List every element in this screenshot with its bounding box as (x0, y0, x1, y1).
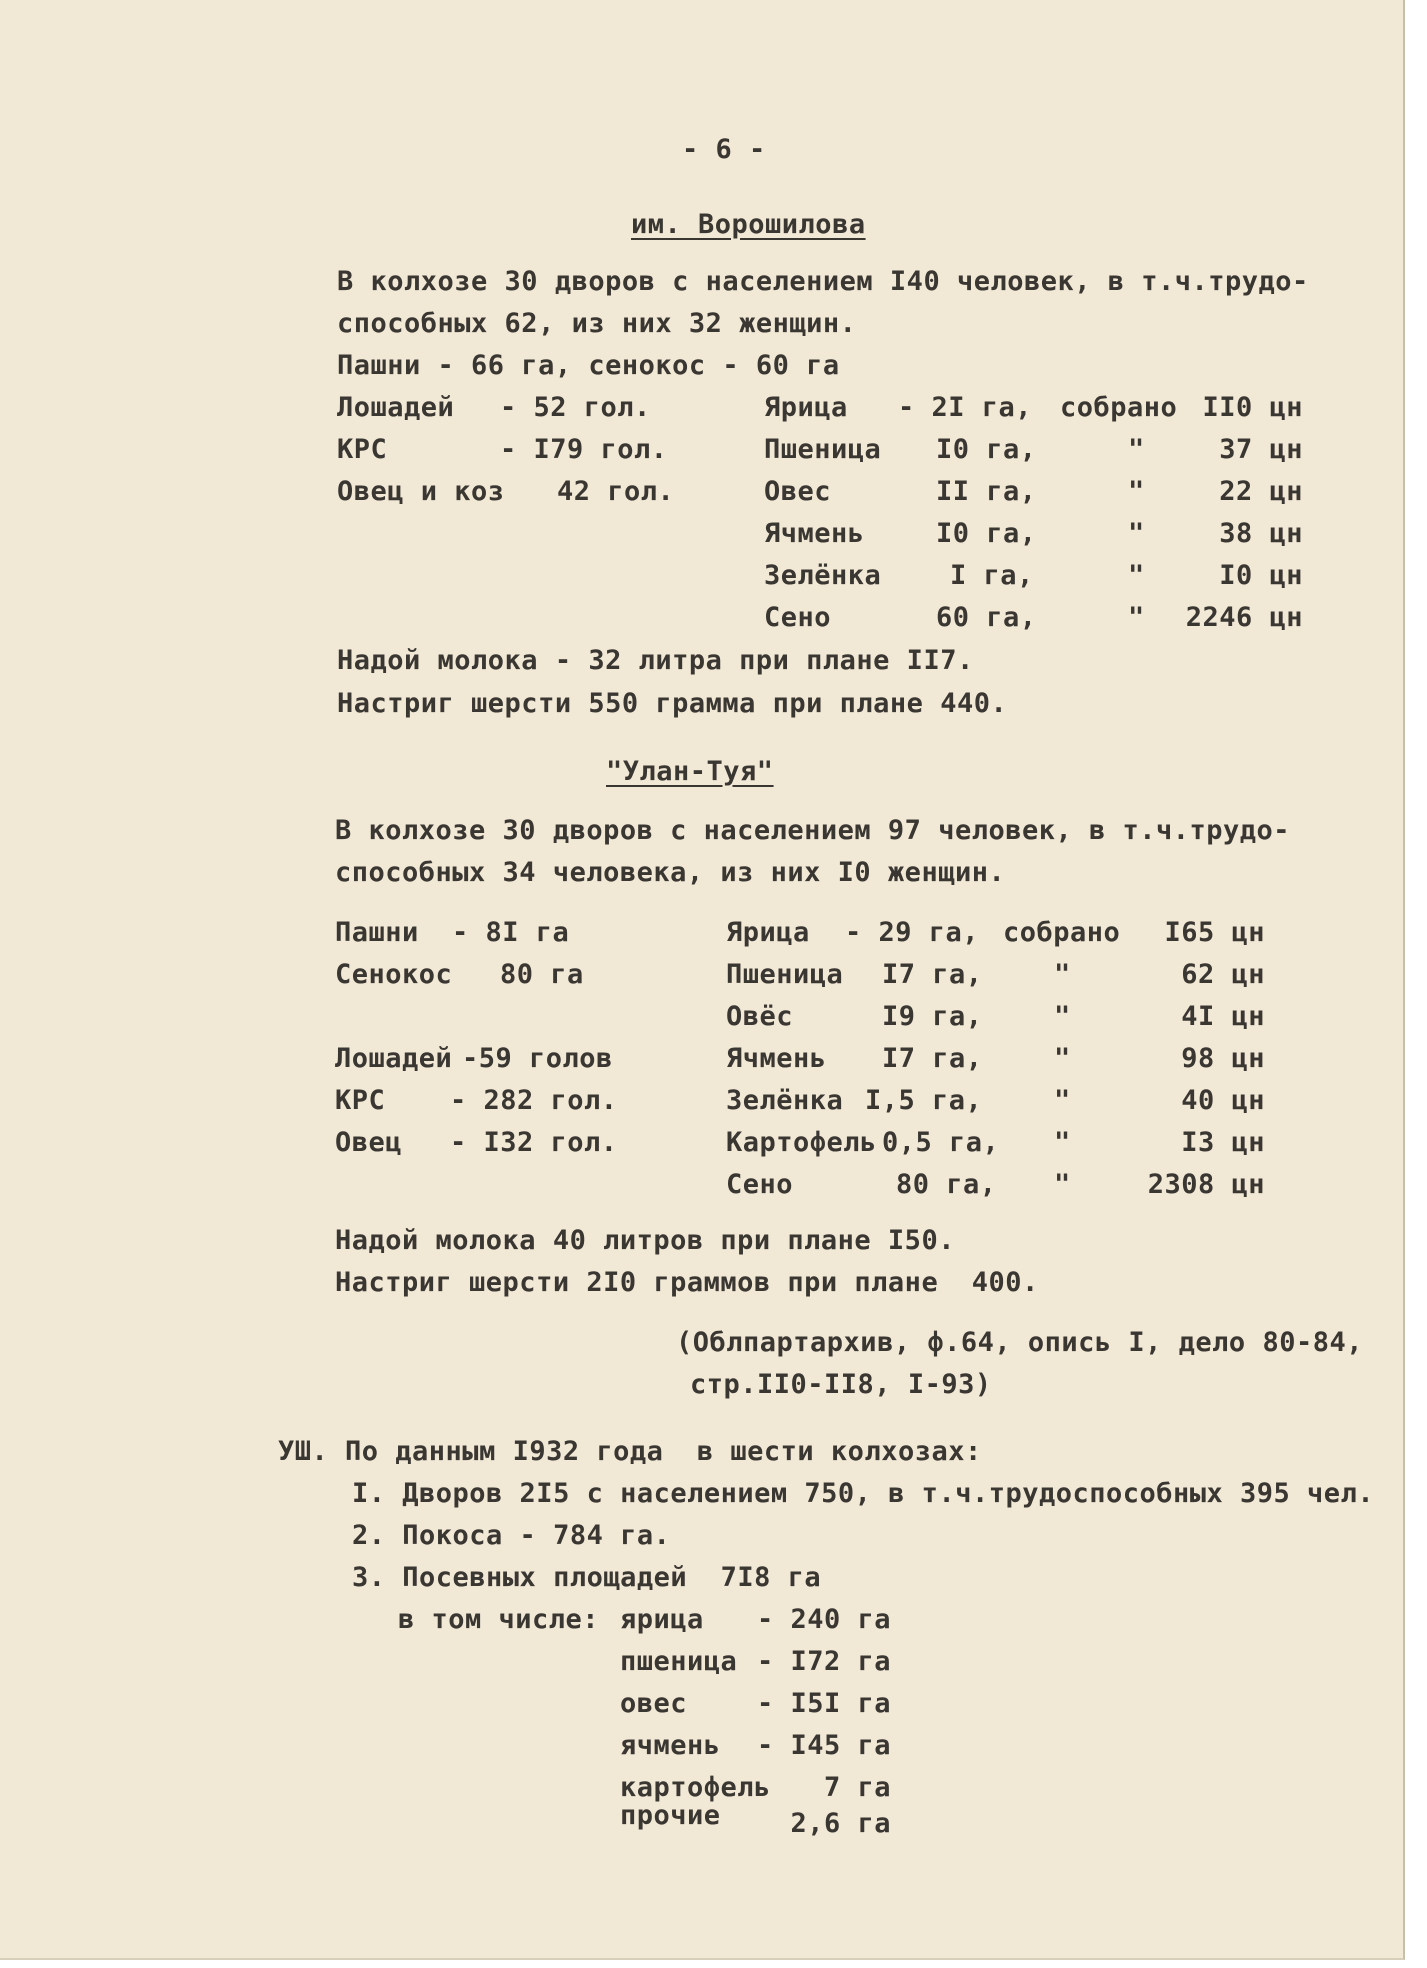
crop-area: I7 га, (882, 959, 983, 990)
crop-yield: 2246 цн (1185, 602, 1303, 633)
section-heading: УШ. По данным I932 года в шести колхозах: (278, 1436, 982, 1467)
crop-note: " (1054, 1169, 1071, 1200)
crop-note: " (1128, 518, 1145, 549)
list-item: 2. Покоса - 784 га. (352, 1520, 671, 1551)
crop-yield: I3 цн (1181, 1127, 1265, 1158)
livestock-value: 42 гол. (557, 476, 675, 507)
crop-area: I0 га, (936, 518, 1037, 549)
crop-area: - 240 га (756, 1604, 891, 1635)
crop-name: Сено (764, 602, 832, 633)
land-line: Пашни - 66 га, сенокос - 60 га (337, 350, 840, 381)
section-title: "Улан-Туя" (606, 756, 774, 787)
crop-area: 80 га, (896, 1169, 997, 1200)
crop-note: " (1128, 476, 1145, 507)
crop-name: прочие (620, 1800, 721, 1831)
section-title: им. Ворошилова (631, 209, 866, 240)
crop-area: I0 га, (936, 434, 1037, 465)
crop-note: собрано (1060, 392, 1178, 423)
livestock-name: КРС (337, 434, 388, 465)
crop-name: пшеница (620, 1646, 738, 1677)
crop-area: I7 га, (882, 1043, 983, 1074)
livestock-name: Овец и коз (337, 476, 505, 507)
crop-yield: 40 цн (1181, 1085, 1265, 1116)
crop-name: Пшеница (764, 434, 882, 465)
crop-area: - 29 га, (845, 917, 980, 948)
land-name: Пашни (335, 917, 419, 948)
source-reference: (Облпартархив, ф.64, опись I, дело 80-84, (676, 1327, 1363, 1358)
crop-name: картофель (620, 1772, 771, 1803)
paragraph-line: В колхозе 30 дворов с населением 97 человек, в т.ч.трудо- (335, 815, 1291, 846)
crop-name: Ячмень (764, 518, 865, 549)
milk-yield: Надой молока 40 литров при плане I50. (335, 1225, 955, 1256)
crop-area: II га, (936, 476, 1037, 507)
livestock-name: Овец (335, 1127, 403, 1158)
source-reference: стр.II0-II8, I-93) (690, 1369, 992, 1400)
livestock-name: Лошадей (335, 1043, 453, 1074)
livestock-name: Лошадей (337, 392, 455, 423)
crop-yield: 62 цн (1181, 959, 1265, 990)
land-value: 80 га (500, 959, 584, 990)
crop-note: " (1128, 434, 1145, 465)
milk-yield: Надой молока - 32 литра при плане II7. (337, 645, 974, 676)
crop-note: " (1054, 959, 1071, 990)
crop-name: Ярица (726, 917, 810, 948)
crop-name: ячмень (620, 1730, 721, 1761)
crop-name: ярица (620, 1604, 704, 1635)
livestock-value: - 52 гол. (500, 392, 651, 423)
crop-name: Ячмень (726, 1043, 827, 1074)
crop-yield: 2308 цн (1147, 1169, 1265, 1200)
crop-note: " (1054, 1001, 1071, 1032)
crop-note: " (1128, 602, 1145, 633)
crop-name: Сено (726, 1169, 794, 1200)
crop-area: - I5I га (756, 1688, 891, 1719)
crop-area: 60 га, (936, 602, 1037, 633)
livestock-value: -59 голов (462, 1043, 613, 1074)
crop-area: I,5 га, (865, 1085, 983, 1116)
crop-area: 2,6 га (790, 1808, 891, 1839)
crop-area: - I72 га (756, 1646, 891, 1677)
livestock-value: - I79 гол. (500, 434, 668, 465)
crop-area: I9 га, (882, 1001, 983, 1032)
livestock-value: - I32 гол. (450, 1127, 618, 1158)
crop-note: собрано (1003, 917, 1121, 948)
livestock-value: - 282 гол. (450, 1085, 618, 1116)
crop-area: 0,5 га, (882, 1127, 1000, 1158)
crop-note: " (1054, 1085, 1071, 1116)
crop-area: - I45 га (756, 1730, 891, 1761)
crop-name: Пшеница (726, 959, 844, 990)
crop-name: Овёс (726, 1001, 794, 1032)
crop-name: овес (620, 1688, 688, 1719)
paragraph-line: способных 34 человека, из них I0 женщин. (335, 857, 1006, 888)
crop-name: Зелёнка (764, 560, 882, 591)
list-item: I. Дворов 2I5 с населением 750, в т.ч.трудоспособных 395 чел. (352, 1478, 1375, 1509)
crop-area: I га, (950, 560, 1034, 591)
crop-name: Зелёнка (726, 1085, 844, 1116)
crop-note: " (1054, 1127, 1071, 1158)
land-name: Сенокос (335, 959, 453, 990)
paragraph-line: способных 62, из них 32 женщин. (337, 308, 857, 339)
wool-yield: Настриг шерсти 2I0 граммов при плане 400. (335, 1267, 1039, 1298)
crop-area: 7 га (823, 1772, 891, 1803)
crop-name: Ярица (764, 392, 848, 423)
subheading: в том числе: (398, 1604, 600, 1635)
crop-note: " (1054, 1043, 1071, 1074)
list-item: 3. Посевных площадей 7I8 га (352, 1562, 822, 1593)
wool-yield: Настриг шерсти 550 грамма при плане 440. (337, 688, 1008, 719)
crop-yield: 4I цн (1181, 1001, 1265, 1032)
crop-yield: 37 цн (1219, 434, 1303, 465)
crop-note: " (1128, 560, 1145, 591)
crop-yield: 98 цн (1181, 1043, 1265, 1074)
crop-name: Картофель (726, 1127, 877, 1158)
paragraph-line: В колхозе 30 дворов с населением I40 человек, в т.ч.трудо- (337, 266, 1309, 297)
crop-name: Овес (764, 476, 832, 507)
crop-yield: 38 цн (1219, 518, 1303, 549)
crop-yield: I65 цн (1164, 917, 1265, 948)
livestock-name: КРС (335, 1085, 386, 1116)
page-number: - 6 - (682, 134, 766, 165)
crop-yield: II0 цн (1202, 392, 1303, 423)
land-value: - 8I га (452, 917, 570, 948)
crop-area: - 2I га, (898, 392, 1033, 423)
crop-yield: I0 цн (1219, 560, 1303, 591)
crop-yield: 22 цн (1219, 476, 1303, 507)
